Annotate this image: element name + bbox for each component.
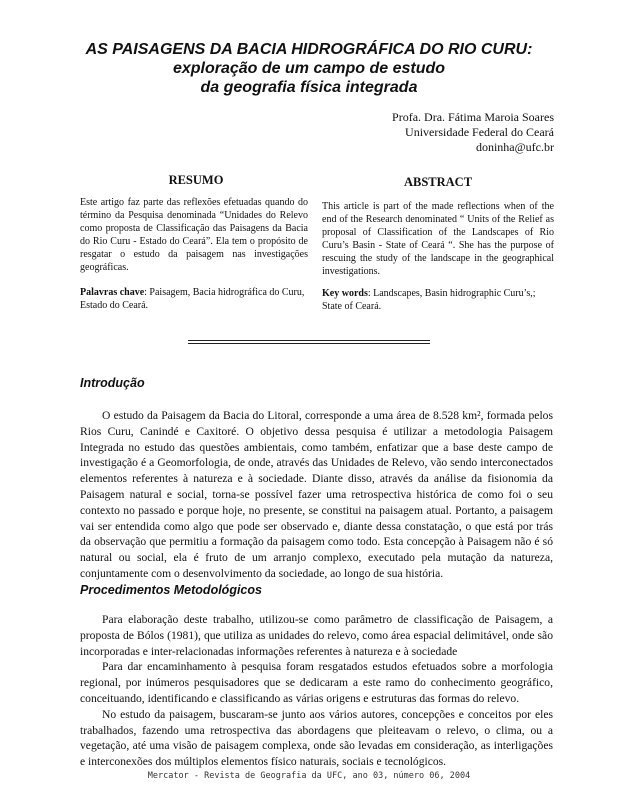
- procedimentos-paragraph-1: Para elaboração deste trabalho, utilizou-se como parâmetro de classificação de Paisagem, a proposta de Bólos (1981), que utiliza as unidades do relevo, como área espacial delimitável, onde são incorporadas e inter-relacionadas informações referentes à natureza e à sociedade: [80, 613, 553, 658]
- procedimentos-paragraph-2: Para dar encaminhamento à pesquisa foram resgatados estudos efetuados sobre a morfologia regional, por inúmeros pesquisadores que se dedicaram a este ramo do conhecimento geográfico, conceituando, identificando e classificando as várias origens e estruturas das formas do relevo.: [80, 660, 553, 705]
- abstract-keywords: [322, 287, 554, 313]
- separator-rule-top: [188, 340, 430, 341]
- procedimentos-heading: Procedimentos Metodológicos: [80, 583, 262, 597]
- abstract-heading: ABSTRACT: [403, 175, 473, 189]
- resumo-heading: RESUMO: [168, 173, 224, 187]
- abstract-text: This article is part of the made reflections when of the end of the Research denominated “ Units of the Relief as proposal of Classification of the Landscapes of Rio Curu’s Basin - State of Ceará “. She has the purpose of rescuing the study of the landscape in the geographical investigations.: [322, 201, 554, 277]
- abstract-keywords-label: Key words: [322, 288, 368, 299]
- title-line-2: exploração de um campo de estudo: [172, 60, 446, 77]
- introducao-paragraph-1: O estudo da Paisagem da Bacia do Litoral, corresponde a uma área de 8.528 km², formada pelos Rios Curu, Canindé e Caxitoré. O objetivo dessa pesquisa é utilizar a metodologia Paisagem Integrada no estudo das questões ambientais, como também, enfatizar que a base deste campo de investigação é a Geomorfologia, de onde, através das Unidades de Relevo, vão sendo interconectados elementos referentes à natureza e à sociedade. Diante disso, através da análise da fisionomia da Paisagem natural e social, torna-se possível fazer uma retrospectiva histórica de como foi o seu contexto no passado e porque hoje, no presente, se constitui na paisagem atual. Portanto, a paisagem vai ser entendida como algo que pode ser observado e, diante dessa constatação, o que está por trás da observação que permitiu a formação da paisagem como todo. Esta concepção à Paisagem não é só natural ou social, ela é fruto de um arranjo complexo, executado pela mutação da natureza, conjuntamente com o desenvolvimento da sociedade, ao longo de sua história.: [80, 409, 553, 580]
- title-line-3: da geografia física integrada: [200, 79, 418, 96]
- resumo-keywords-label: Palavras chave: [80, 287, 145, 298]
- author-affiliation: Universidade Federal do Ceará: [405, 125, 554, 139]
- procedimentos-body: [80, 612, 553, 770]
- resumo-text: Este artigo faz parte das reflexões efetuadas quando do término da Pesquisa denominada “Unidades do Relevo como proposta de Classificação das Paisagens da Bacia do Rio Curu - Estado do Ceará”. Ela tem o propósito de resgatar o estudo da paisagem nas investigações geográficas.: [80, 197, 308, 273]
- separator-rule-bottom: [188, 343, 430, 344]
- introducao-body: [80, 408, 553, 582]
- author-email: doninha@ufc.br: [475, 140, 554, 154]
- title-line-1: AS PAISAGENS DA BACIA HIDROGRÁFICA DO RIO CURU:: [85, 41, 533, 58]
- journal-footer: Mercator - Revista de Geografia da UFC, ano 03, número 06, 2004: [147, 771, 471, 781]
- resumo-keywords-value: : Paisagem, Bacia hidrográfica do Curu, Estado do Ceará.: [80, 287, 305, 311]
- resumo-keywords: [80, 286, 308, 312]
- abstract-keywords-value: : Landscapes, Basin hidrographic Curu’s,; State of Ceará.: [322, 288, 536, 312]
- author-name: Profa. Dra. Fátima Maroia Soares: [392, 110, 554, 124]
- introducao-heading: Introdução: [80, 376, 145, 390]
- procedimentos-paragraph-3: No estudo da paisagem, buscaram-se junto aos vários autores, concepções e conceitos por eles trabalhados, fazendo uma retrospectiva das abordagens que pleiteavam o relevo, o clima, ou a vegetação, até uma visão de paisagem complexa, onde são levadas em consideração, as interligações e interconexões dos múltiplos elementos físico naturais, sociais e tecnológicos.: [80, 707, 553, 769]
